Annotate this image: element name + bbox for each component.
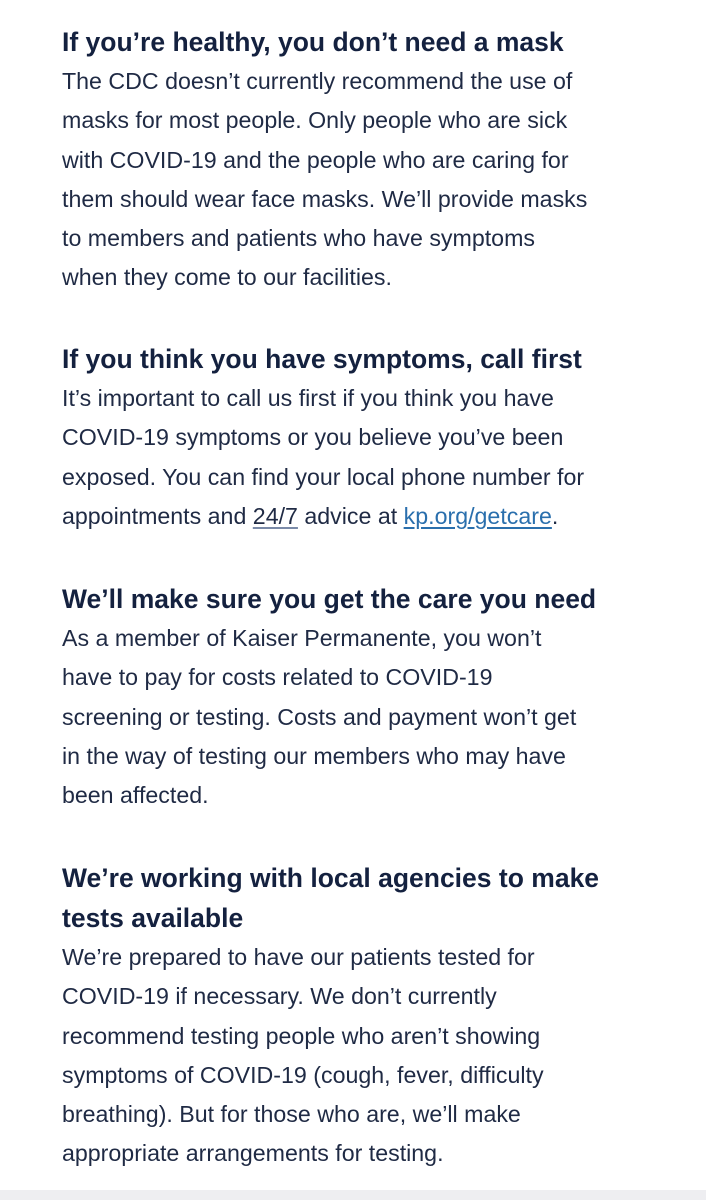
section-mask-guidance <box>62 22 662 298</box>
section-heading <box>62 858 662 938</box>
phone-number-link[interactable]: 24/7 <box>252 502 298 529</box>
body-line: screening or testing. Costs and payment won’t get <box>62 703 577 730</box>
section-care-costs <box>62 579 662 815</box>
body-line: with COVID-19 and the people who are caring for <box>62 146 569 173</box>
line-middle: advice at <box>297 502 404 529</box>
body-line: been affected. <box>62 782 209 809</box>
body-line: appropriate arrangements for testing. <box>62 1140 444 1167</box>
body-line: COVID-19 symptoms or you believe you’ve been <box>62 424 564 451</box>
section-heading: We’ll make sure you get the care you need <box>62 584 597 614</box>
section-call-first <box>62 339 662 536</box>
body-line: have to pay for costs related to COVID-19 <box>62 664 493 691</box>
heading-line: tests available <box>62 903 244 933</box>
section-body <box>62 379 662 536</box>
getcare-link[interactable]: kp.org/getcare <box>403 502 552 529</box>
body-line: It’s important to call us first if you think you have <box>62 385 554 411</box>
body-line: to members and patients who have symptoms <box>62 225 535 252</box>
body-line: in the way of testing our members who may have <box>62 742 566 769</box>
body-line: recommend testing people who aren’t showing <box>62 1022 541 1049</box>
body-line: when they come to our facilities. <box>62 264 392 291</box>
heading-line: We’re working with local agencies to make <box>62 863 600 893</box>
body-line: We’re prepared to have our patients tested for <box>62 944 535 970</box>
body-line: symptoms of COVID-19 (cough, fever, difficulty <box>62 1061 544 1088</box>
bottom-divider <box>0 1190 706 1200</box>
section-testing <box>62 858 662 1174</box>
body-line: them should wear face masks. We’ll provide masks <box>62 185 588 212</box>
body-line: breathing). But for those who are, we’ll make <box>62 1101 521 1128</box>
line-prefix: appointments and <box>62 502 253 529</box>
body-line: exposed. You can find your local phone number for <box>62 463 585 490</box>
section-heading: If you’re healthy, you don’t need a mask <box>62 27 564 57</box>
section-body <box>62 938 662 1174</box>
section-heading: If you think you have symptoms, call first <box>62 344 582 374</box>
body-line: The CDC doesn’t currently recommend the use of <box>62 68 573 94</box>
section-body <box>62 619 662 815</box>
line-suffix: . <box>551 502 559 529</box>
body-line: COVID-19 if necessary. We don’t currently <box>62 983 497 1010</box>
body-line: As a member of Kaiser Permanente, you won’t <box>62 625 542 651</box>
body-line-with-link <box>62 497 662 536</box>
body-line: masks for most people. Only people who are sick <box>62 107 568 134</box>
section-body <box>62 62 662 298</box>
